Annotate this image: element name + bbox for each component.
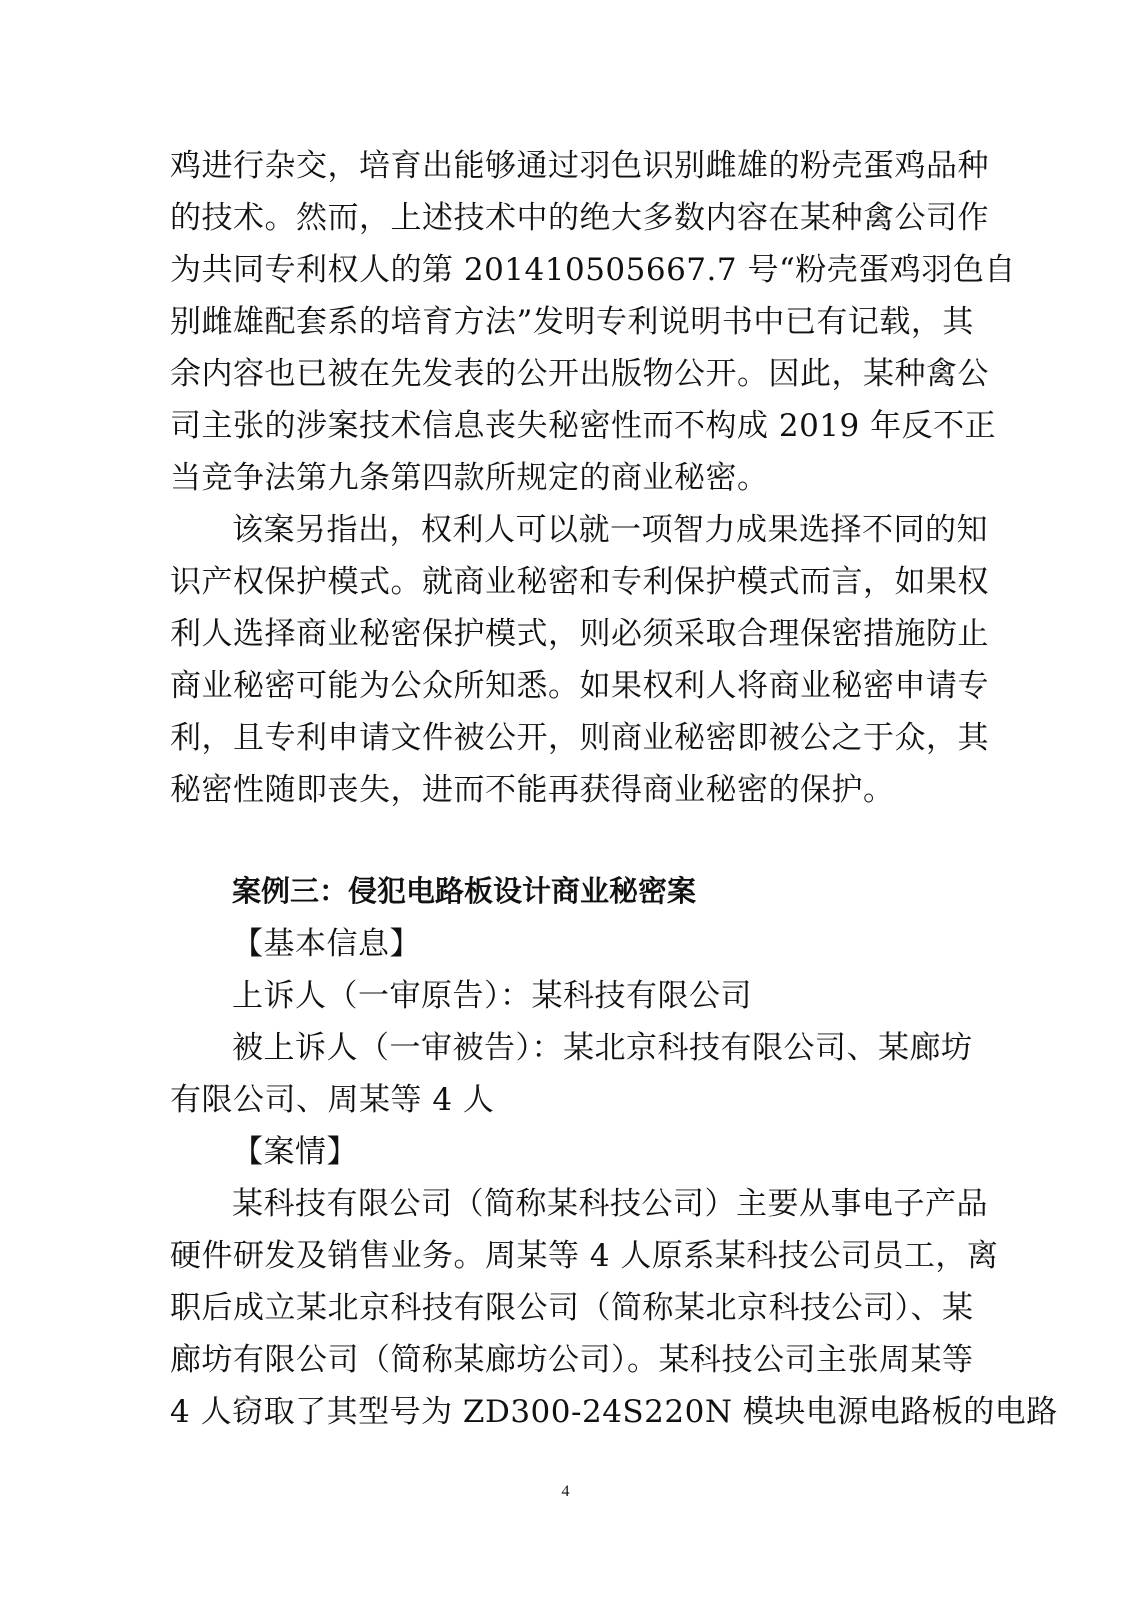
text-line: 廊坊有限公司（简称某廊坊公司）。某科技公司主张周某等 [170, 1342, 974, 1378]
appellee-block [170, 1022, 973, 1126]
text-line: 当竞争法第九条第四款所规定的商业秘密。 [170, 460, 769, 496]
text-line: 的技术。然而，上述技术中的绝大多数内容在某种禽公司作 [170, 200, 989, 236]
section-gap [170, 816, 945, 864]
text-line: 硬件研发及销售业务。周某等 4 人原系某科技公司员工，离 [170, 1238, 999, 1274]
text-line: 秘密性随即丧失，进而不能再获得商业秘密的保护。 [170, 772, 895, 808]
text-line: 职后成立某北京科技有限公司（简称某北京科技公司）、某 [170, 1290, 974, 1326]
text-line: 余内容也已被在先发表的公开出版物公开。因此，某种禽公 [170, 356, 989, 392]
text-line: 有限公司、周某等 4 人 [170, 1082, 495, 1118]
paragraph-2 [170, 504, 989, 816]
basic-info-label: 【基本信息】 [232, 926, 421, 962]
text-line: 为共同专利权人的第 201410505667.7 号“粉壳蛋鸡羽色自 [170, 252, 1016, 288]
case-title: 案例三：侵犯电路板设计商业秘密案 [232, 874, 697, 908]
text-line: 利，且专利申请文件被公开，则商业秘密即被公之于众，其 [170, 720, 989, 756]
page-body [170, 140, 1058, 1438]
text-line: 某科技有限公司（简称某科技公司）主要从事电子产品 [232, 1186, 988, 1222]
text-line: 4 人窃取了其型号为 ZD300-24S220N 模块电源电路板的电路 [170, 1394, 1058, 1430]
text-line: 鸡进行杂交，培育出能够通过羽色识别雌雄的粉壳蛋鸡品种 [170, 148, 989, 184]
facts-label: 【案情】 [232, 1134, 358, 1170]
facts-paragraph [170, 1178, 1058, 1438]
text-line: 别雌雄配套系的培育方法”发明专利说明书中已有记载，其 [170, 304, 974, 340]
paragraph-1 [170, 140, 1016, 504]
text-line: 识产权保护模式。就商业秘密和专利保护模式而言，如果权 [170, 564, 989, 600]
page-number: 4 [561, 1483, 570, 1500]
text-line: 利人选择商业秘密保护模式，则必须采取合理保密措施防止 [170, 616, 989, 652]
appellant-line: 上诉人（一审原告）：某科技有限公司 [232, 978, 752, 1014]
text-line: 被上诉人（一审被告）：某北京科技有限公司、某廊坊 [232, 1030, 973, 1066]
text-line: 商业秘密可能为公众所知悉。如果权利人将商业秘密申请专 [170, 668, 989, 704]
text-line: 司主张的涉案技术信息丧失秘密性而不构成 2019 年反不正 [170, 408, 997, 444]
text-line: 该案另指出，权利人可以就一项智力成果选择不同的知 [232, 512, 988, 548]
